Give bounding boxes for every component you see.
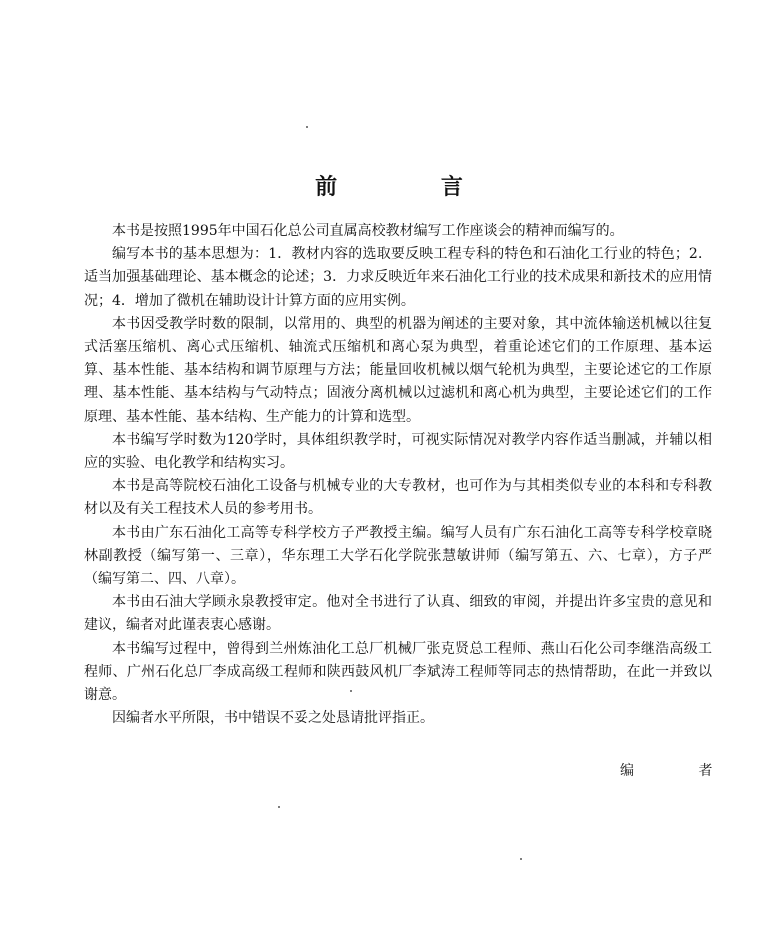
scan-speck [520, 858, 522, 860]
paragraph: 本书是按照1995年中国石化总公司直属高校教材编写工作座谈会的精神而编写的。 [112, 223, 624, 239]
scan-speck [306, 126, 308, 128]
paragraph: 本书编写过程中，曾得到兰州炼油化工总厂机械厂张克贤总工程师、燕山石化公司李继浩高级工程师、广州石化总厂李成高级工程师和陕西鼓风机厂李斌涛工程师等同志的热情帮助，在此一并致以谢意。 [84, 640, 712, 704]
paragraph: 因编者水平所限，书中错误不妥之处恳请批评指正。 [112, 710, 434, 727]
scan-speck [350, 690, 352, 692]
page-title: 前 言 [315, 175, 511, 200]
paragraph: 本书因受教学时数的限制，以常用的、典型的机器为阐述的主要对象，其中流体输送机械以往复式活塞压缩机、离心式压缩机、轴流式压缩机和离心泵为典型，着重论述它们的工作原理、基本运算、基本性能、基本结构和调节原理与方法；能量回收机械以烟气轮机为典型，主要论述它的工作原理、基本性能、基本结构与气动特点；固液分离机械以过滤机和离心机为典型，主要论述它们的工作原理、基本性能、基本结构、生产能力的计算和选型。 [84, 315, 712, 425]
paragraph: 本书编写学时数为120学时，具体组织教学时，可视实际情况对教学内容作适当删减，并辅以相应的实验、电化教学和结构实习。 [84, 431, 712, 472]
paragraph: 本书由广东石油化工高等专科学校方子严教授主编。编写人员有广东石油化工高等专科学校章晓林副教授（编写第一、三章），华东理工大学石化学院张慧敏讲师（编写第五、六、七章），方子严（编写第二、四、八章）。 [84, 524, 712, 588]
preface-body [84, 220, 712, 730]
paragraph: 本书是高等院校石油化工设备与机械专业的大专教材，也可作为与其相类似专业的本科和专科教材以及有关工程技术人员的参考用书。 [84, 478, 712, 518]
scan-speck [278, 806, 280, 808]
author-signature: 编 者 [620, 763, 743, 779]
paragraph: 本书由石油大学顾永泉教授审定。他对全书进行了认真、细致的审阅，并提出许多宝贵的意见和建议，编者对此谨表衷心感谢。 [84, 594, 712, 634]
paragraph: 编写本书的基本思想为：1．教材内容的选取要反映工程专科的特色和石油化工行业的特色；2．适当加强基础理论、基本概念的论述；3．力求反映近年来石油化工行业的技术成果和新技术的应用情况；4．增加了微机在辅助设计计算方面的应用实例。 [84, 246, 712, 309]
